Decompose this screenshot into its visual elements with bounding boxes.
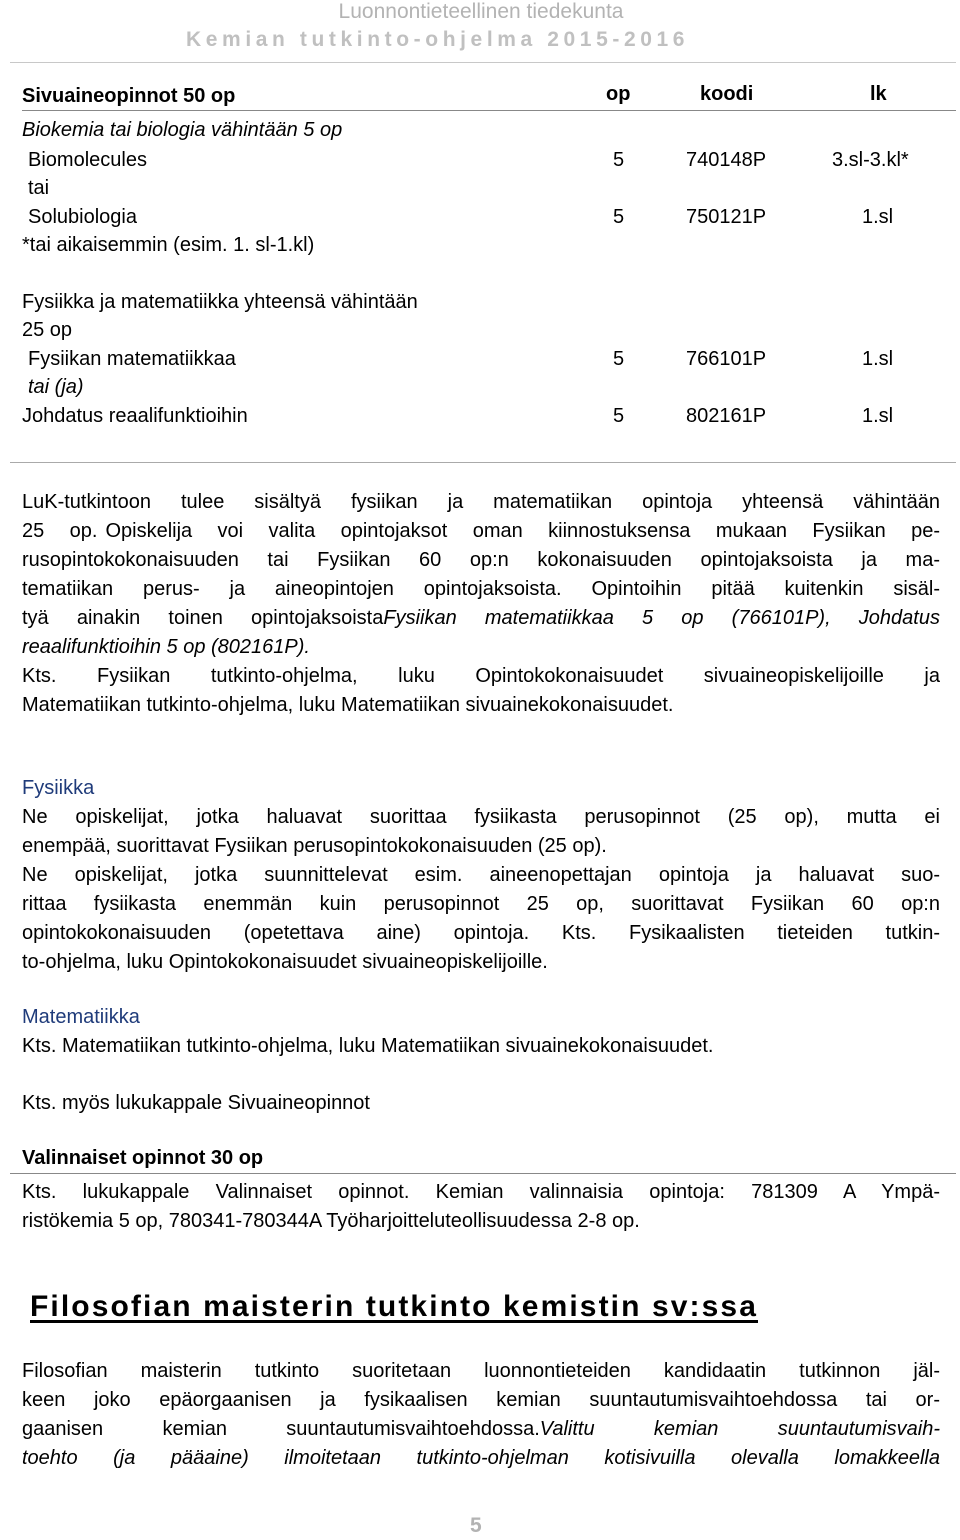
physics-math-heading: Fysiikka ja matematiikka yhteensä vähintään bbox=[22, 291, 418, 313]
electives-rule bbox=[10, 1173, 956, 1174]
paragraph-line: opintokokonaisuuden (opetettava aine) opintoja. Kts. Fysikaalisten tieteiden tutkin- bbox=[22, 922, 940, 944]
paragraph-line: Kts. Fysiikan tutkinto-ohjelma, luku Opintokokonaisuudet sivuaineopiskelijoille ja bbox=[22, 665, 940, 687]
paragraph-line: keen joko epäorgaanisen ja fysikaalisen kemian suuntautumisvaihtoehdossa tai or- bbox=[22, 1389, 940, 1411]
paragraph-line bbox=[22, 1415, 940, 1444]
paragraph-line: to-ohjelma, luku Opintokokonaisuudet sivuaineopiskelijoille. bbox=[22, 951, 548, 973]
course-reference: Fysiikan matematiikkaa 5 op (766101P), Johdatus bbox=[383, 607, 940, 629]
column-header-lk: lk bbox=[870, 83, 887, 105]
masters-paragraph bbox=[22, 1357, 940, 1473]
minor-studies-title: Sivuaineopinnot 50 op bbox=[22, 85, 236, 107]
course-op: 5 bbox=[613, 149, 625, 171]
course-lk: 1.sl bbox=[862, 206, 894, 228]
course-name: Biomolecules bbox=[28, 149, 147, 171]
table-bottom-rule bbox=[10, 462, 956, 463]
paragraph-line: Ne opiskelijat, jotka haluavat suorittaa fysiikasta perusopinnot (25 op), mutta ei bbox=[22, 806, 940, 828]
paragraph-fragment: tyä ainakin toinen opintojaksoista bbox=[22, 607, 384, 629]
paragraph-line bbox=[22, 604, 940, 633]
luk-paragraph bbox=[22, 488, 940, 720]
course-reference: reaalifunktioihin 5 op (802161P). bbox=[22, 636, 310, 658]
paragraph-fragment: gaanisen kemian suuntautumisvaihtoehdossa. bbox=[22, 1418, 540, 1440]
paragraph-line: Ne opiskelijat, jotka suunnittelevat esim. aineenopettajan opintoja ja haluavat suo- bbox=[22, 864, 940, 886]
course-footnote: *tai aikaisemmin (esim. 1. sl-1.kl) bbox=[22, 234, 315, 256]
header-divider bbox=[10, 62, 956, 63]
course-connector: tai bbox=[28, 177, 50, 199]
paragraph-line: tematiikan perus- ja aineopintojen opintojaksoista. Opintoihin pitää kuitenkin sisäl- bbox=[22, 578, 940, 600]
physics-heading: Fysiikka bbox=[22, 777, 95, 799]
paragraph-line: Kts. lukukappale Valinnaiset opinnot. Kemian valinnaisia opintoja: 781309 A Ympä- bbox=[22, 1181, 940, 1203]
course-op: 5 bbox=[613, 206, 625, 228]
course-code: 740148P bbox=[686, 149, 767, 171]
course-lk: 1.sl bbox=[862, 405, 894, 427]
paragraph-line: toehto (ja pääaine) ilmoitetaan tutkinto-ohjelman kotisivuilla olevalla lomakkeella bbox=[22, 1447, 940, 1469]
paragraph-line: enempää, suorittavat Fysiikan perusopintokokonaisuuden (25 op). bbox=[22, 835, 607, 857]
math-heading: Matematiikka bbox=[22, 1006, 140, 1028]
course-name: Solubiologia bbox=[28, 206, 137, 228]
paragraph-line: LuK-tutkintoon tulee sisältyä fysiikan ja matematiikan opintoja yhteensä vähintään bbox=[22, 491, 940, 513]
course-name: Fysiikan matematiikkaa bbox=[28, 348, 236, 370]
paragraph-fragment: Valittu kemian suuntautumisvaih- bbox=[539, 1418, 940, 1440]
course-code: 766101P bbox=[686, 348, 767, 370]
paragraph-line: rittaa fysiikasta enemmän kuin perusopinnot 25 op, suorittavat Fysiikan 60 op:n bbox=[22, 893, 940, 915]
column-header-code: koodi bbox=[700, 83, 754, 105]
paragraph-fragment: Opiskelija voi valita opintojaksot oman kiinnostuksensa mukaan Fysiikan pe- bbox=[105, 520, 941, 542]
paragraph-fragment: 25 op. bbox=[22, 520, 98, 542]
paragraph-line bbox=[22, 517, 940, 546]
column-header-op: op bbox=[606, 83, 631, 105]
paragraph-line: ristökemia 5 op, 780341-780344A Työharjoitteluteollisuudessa 2-8 op. bbox=[22, 1210, 640, 1232]
course-op: 5 bbox=[613, 348, 625, 370]
see-also-text: Kts. myös lukukappale Sivuaineopinnot bbox=[22, 1092, 370, 1114]
programme-header: Kemian tutkinto-ohjelma 2015-2016 bbox=[186, 28, 690, 51]
paragraph-line: Filosofian maisterin tutkinto suoritetaan luonnontieteiden kandidaatin tutkinnon jäl- bbox=[22, 1360, 940, 1382]
masters-title: Filosofian maisterin tutkinto kemistin sv:ssa bbox=[30, 1290, 758, 1323]
biochem-heading: Biokemia tai biologia vähintään 5 op bbox=[22, 119, 343, 141]
course-code: 802161P bbox=[686, 405, 767, 427]
course-name: Johdatus reaalifunktioihin bbox=[22, 405, 248, 427]
paragraph-line: rusopintokokonaisuuden tai Fysiikan 60 op:n kokonaisuuden opintojaksoista ja ma- bbox=[22, 549, 940, 571]
electives-title: Valinnaiset opinnot 30 op bbox=[22, 1147, 264, 1169]
course-lk: 3.sl-3.kl* bbox=[832, 149, 909, 171]
course-op: 5 bbox=[613, 405, 625, 427]
paragraph-line: Matematiikan tutkinto-ohjelma, luku Matematiikan sivuainekokonaisuudet. bbox=[22, 694, 674, 716]
physics-math-heading-cont: 25 op bbox=[22, 319, 73, 341]
electives-paragraph bbox=[22, 1178, 940, 1236]
course-lk: 1.sl bbox=[862, 348, 894, 370]
table-header-rule bbox=[22, 110, 956, 111]
faculty-header: Luonnontieteellinen tiedekunta bbox=[338, 0, 624, 23]
course-code: 750121P bbox=[686, 206, 767, 228]
physics-paragraph bbox=[22, 803, 940, 977]
page-number: 5 bbox=[470, 1514, 482, 1537]
course-connector: tai (ja) bbox=[28, 376, 84, 398]
math-paragraph: Kts. Matematiikan tutkinto-ohjelma, luku Matematiikan sivuainekokonaisuudet. bbox=[22, 1035, 714, 1057]
